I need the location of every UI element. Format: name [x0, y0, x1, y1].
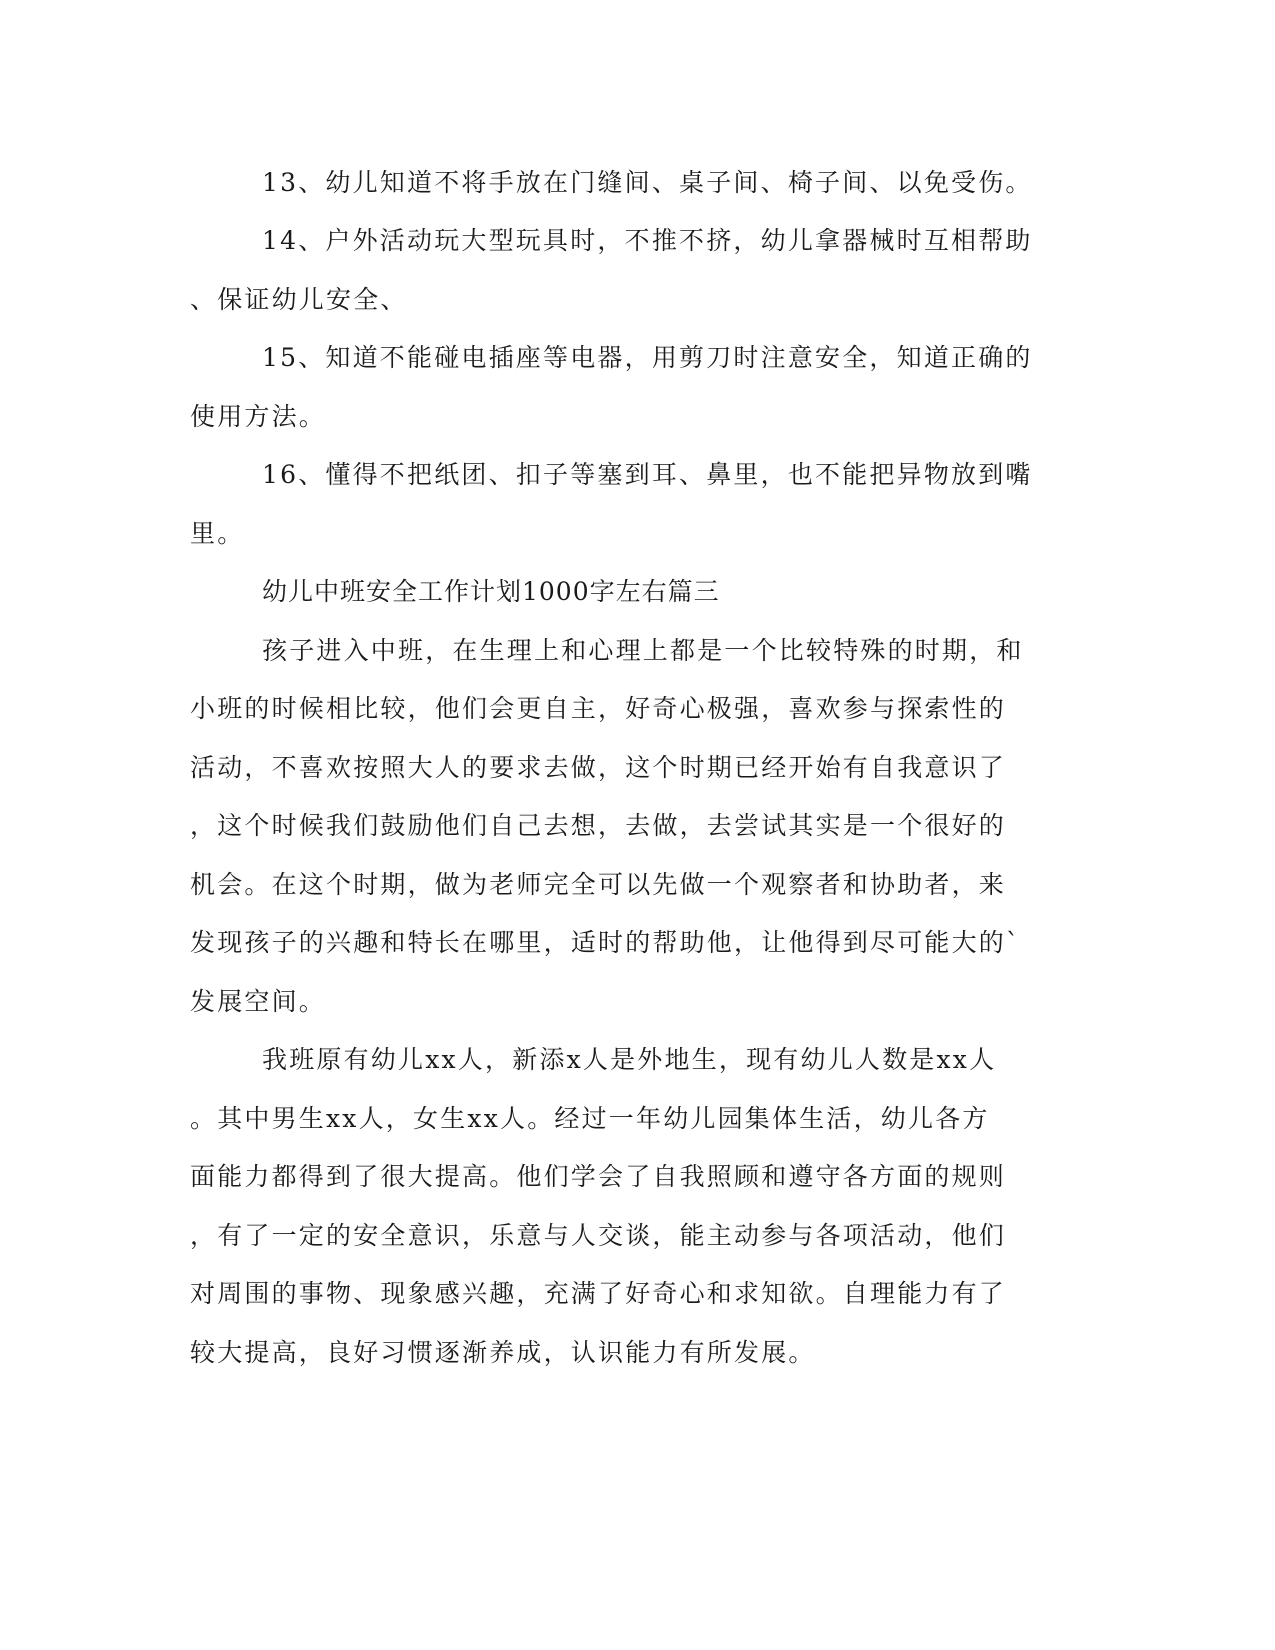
text-line: 活动，不喜欢按照大人的要求去做，这个时期已经开始有自我意识了: [190, 753, 1007, 782]
text-line: 14、户外活动玩大型玩具时，不推不挤，幼儿拿器械时互相帮助: [262, 226, 1033, 255]
text-line: 我班原有幼儿xx人，新添x人是外地生，现有幼儿人数是xx人: [262, 1045, 997, 1074]
text-line: 15、知道不能碰电插座等电器，用剪刀时注意安全，知道正确的: [262, 343, 1033, 372]
text-line: 。其中男生xx人，女生xx人。经过一年幼儿园集体生活，幼儿各方: [190, 1104, 990, 1133]
text-line: ，有了一定的安全意识，乐意与人交谈，能主动参与各项活动，他们: [190, 1221, 1007, 1250]
text-line: 16、懂得不把纸团、扣子等塞到耳、鼻里，也不能把异物放到嘴: [262, 460, 1033, 489]
text-line: 较大提高，良好习惯逐渐养成，认识能力有所发展。: [190, 1338, 816, 1367]
text-line: ，这个时候我们鼓励他们自己去想，去做，去尝试其实是一个很好的: [190, 811, 1007, 840]
text-line: 对周围的事物、现象感兴趣，充满了好奇心和求知欲。自理能力有了: [190, 1279, 1007, 1308]
text-line: 、保证幼儿安全、: [190, 285, 408, 314]
text-line: 面能力都得到了很大提高。他们学会了自我照顾和遵守各方面的规则: [190, 1162, 1007, 1191]
section-heading: 幼儿中班安全工作计划1000字左右篇三: [262, 577, 720, 606]
text-line: 小班的时候相比较，他们会更自主，好奇心极强，喜欢参与探索性的: [190, 694, 1007, 723]
text-line: 发现孩子的兴趣和特长在哪里，适时的帮助他，让他得到尽可能大的`: [190, 928, 1021, 957]
text-line: 孩子进入中班，在生理上和心理上都是一个比较特殊的时期，和: [262, 636, 1024, 665]
text-line: 13、幼儿知道不将手放在门缝间、桌子间、椅子间、以免受伤。: [262, 168, 1033, 197]
text-line: 机会。在这个时期，做为老师完全可以先做一个观察者和协助者，来: [190, 870, 1007, 899]
text-line: 使用方法。: [190, 402, 327, 431]
text-line: 里。: [190, 519, 245, 548]
text-line: 发展空间。: [190, 987, 327, 1016]
